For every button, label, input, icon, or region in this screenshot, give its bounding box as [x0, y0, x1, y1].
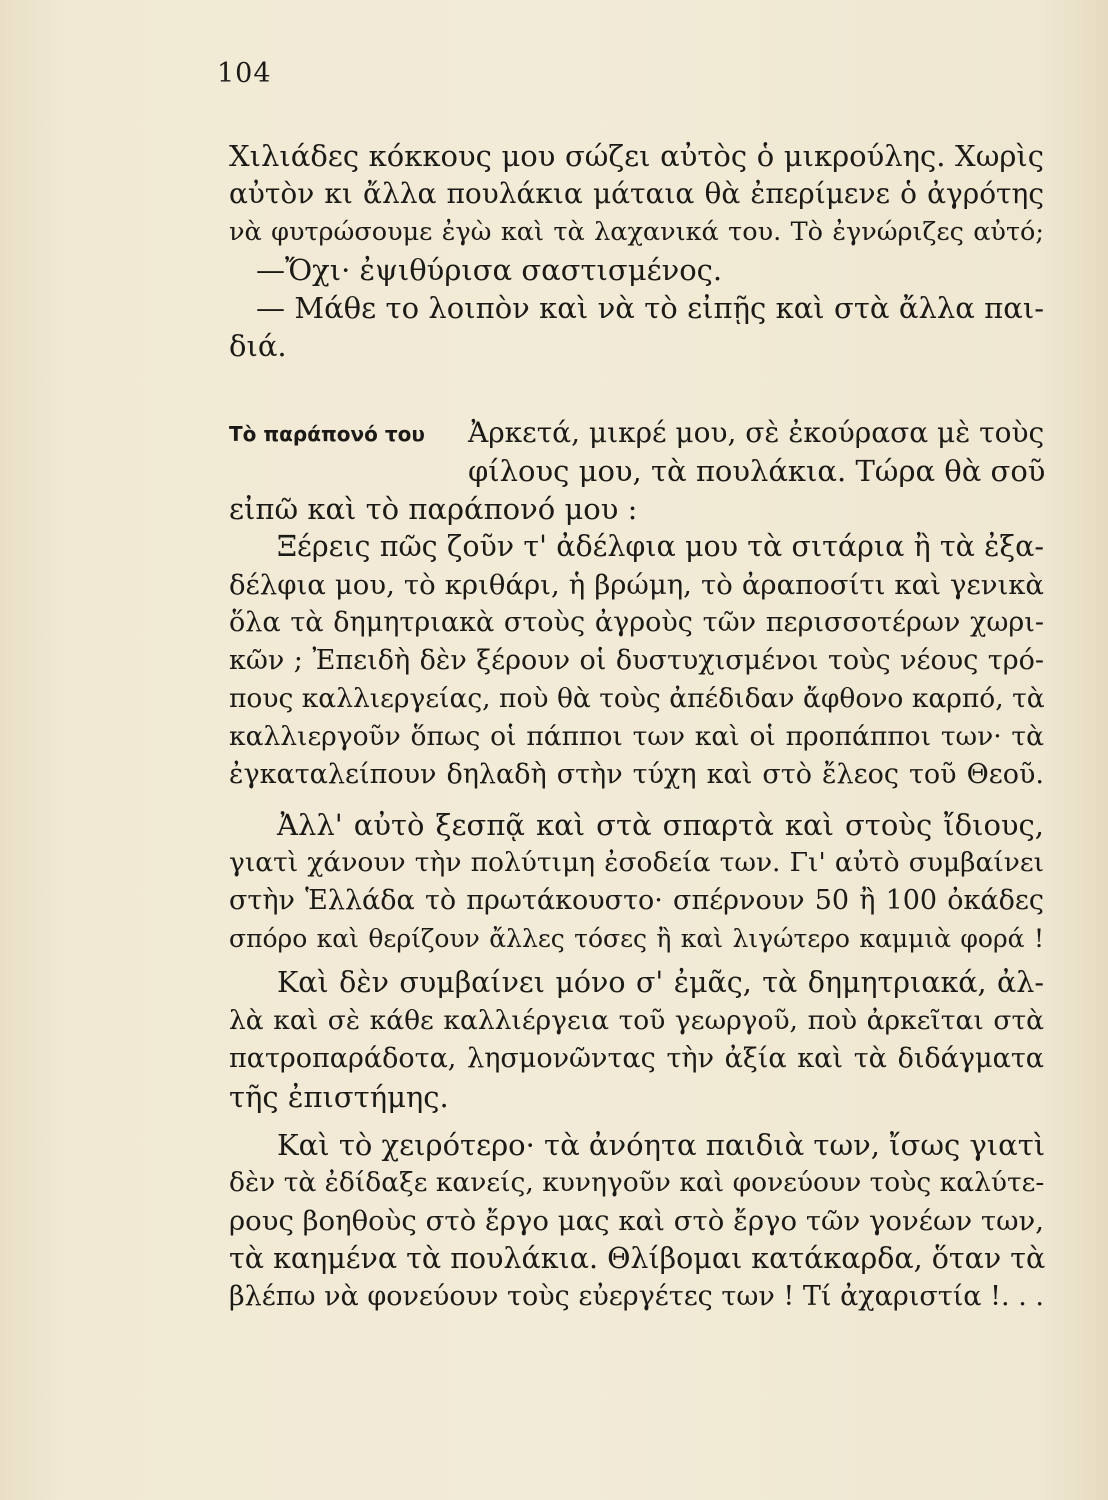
text-line: καλλιεργοῦν ὅπως οἱ πάπποι των καὶ οἱ προπάπποι των· τὰ	[229, 721, 1044, 752]
text-line: βλέπω νὰ φονεύουν τοὺς εὐεργέτες των ! Τί ἀχαριστία !. . .	[229, 1281, 1044, 1312]
text-line: ὅλα τὰ δημητριακὰ στοὺς ἀγροὺς τῶν περισσοτέρων χωρι-	[229, 607, 1044, 638]
text-line: κῶν ; Ἐπειδὴ δὲν ξέρουν οἱ δυστυχισμένοι τοὺς νέους τρό-	[229, 645, 1044, 676]
section-heading: Τὸ παράπονό του	[229, 422, 425, 446]
text-line: Καὶ δὲν συμβαίνει μόνο σ' ἐμᾶς, τὰ δημητριακά, ἀλ-	[277, 966, 1044, 999]
text-line: σπόρο καὶ θερίζουν ἄλλες τόσες ἢ καὶ λιγώτερο καμμιὰ φορά !	[229, 924, 1044, 953]
page-number: 104	[217, 58, 272, 89]
dialogue-line: — Μάθε το λοιπὸν καὶ νὰ τὸ εἰπῇς καὶ στὰ ἄλλα παι-	[256, 291, 1044, 325]
text-line: Χιλιάδες κόκκους μου σώζει αὐτὸς ὁ μικρούλης. Χωρὶς	[229, 139, 1044, 173]
dialogue-line: διά.	[229, 329, 287, 363]
text-line: πατροπαράδοτα, λησμονῶντας τὴν ἀξία καὶ τὰ διδάγματα	[229, 1043, 1044, 1074]
text-line: λὰ καὶ σὲ κάθε καλλιέργεια τοῦ γεωργοῦ, ποὺ ἀρκεῖται στὰ	[229, 1005, 1044, 1036]
text-line: ἐγκαταλείπουν δηλαδὴ στὴν τύχη καὶ στὸ ἔλεος τοῦ Θεοῦ.	[229, 759, 1044, 790]
text-line: Καὶ τὸ χειρότερο· τὰ ἀνόητα παιδιὰ των, ἴσως γιατὶ	[277, 1128, 1046, 1162]
text-line: στὴν Ἑλλάδα τὸ πρωτάκουστο· σπέρνουν 50 ἢ 100 ὀκάδες	[229, 885, 1044, 916]
text-line: νὰ φυτρώσουμε ἐγὼ καὶ τὰ λαχανικά του. Τὸ ἐγνώριζες αὐτό;	[229, 217, 1044, 247]
dialogue-line: —Ὄχι· ἐψιθύρισα σαστισμένος.	[256, 253, 723, 287]
text-line: εἰπῶ καὶ τὸ παράπονό μου :	[229, 492, 638, 526]
text-line: αὐτὸν κι ἄλλα πουλάκια μάταια θὰ ἐπερίμενε ὁ ἀγρότης	[229, 177, 1044, 210]
text-line: Ἀλλ' αὐτὸ ξεσπᾷ καὶ στὰ σπαρτὰ καὶ στοὺς ἴδιους,	[277, 808, 1044, 842]
text-line: δέλφια μου, τὸ κριθάρι, ἡ βρώμη, τὸ ἀραποσίτι καὶ γενικὰ	[229, 569, 1044, 601]
text-line: Ξέρεις πῶς ζοῦν τ' ἀδέλφια μου τὰ σιτάρια ἢ τὰ ἐξα-	[277, 530, 1044, 563]
text-line: φίλους μου, τὰ πουλάκια. Τώρα θὰ σοῦ	[468, 454, 1046, 488]
text-line: τῆς ἐπιστήμης.	[229, 1080, 449, 1114]
text-line: πους καλλιεργείας, ποὺ θὰ τοὺς ἀπέδιδαν ἄφθονο καρπό, τὰ	[229, 683, 1045, 714]
text-line: γιατὶ χάνουν τὴν πολύτιμη ἐσοδεία των. Γι' αὐτὸ συμβαίνει	[229, 847, 1044, 878]
text-line: ρους βοηθοὺς στὸ ἔργο μας καὶ στὸ ἔργο τῶν γονέων των,	[229, 1205, 1044, 1237]
text-line: δὲν τὰ ἐδίδαξε κανείς, κυνηγοῦν καὶ φονεύουν τοὺς καλύτε-	[229, 1167, 1045, 1198]
text-line: τὰ καημένα τὰ πουλάκια. Θλίβομαι κατάκαρδα, ὅταν τὰ	[229, 1242, 1046, 1275]
text-line: Ἀρκετά, μικρέ μου, σὲ ἐκούρασα μὲ τοὺς	[468, 416, 1045, 449]
